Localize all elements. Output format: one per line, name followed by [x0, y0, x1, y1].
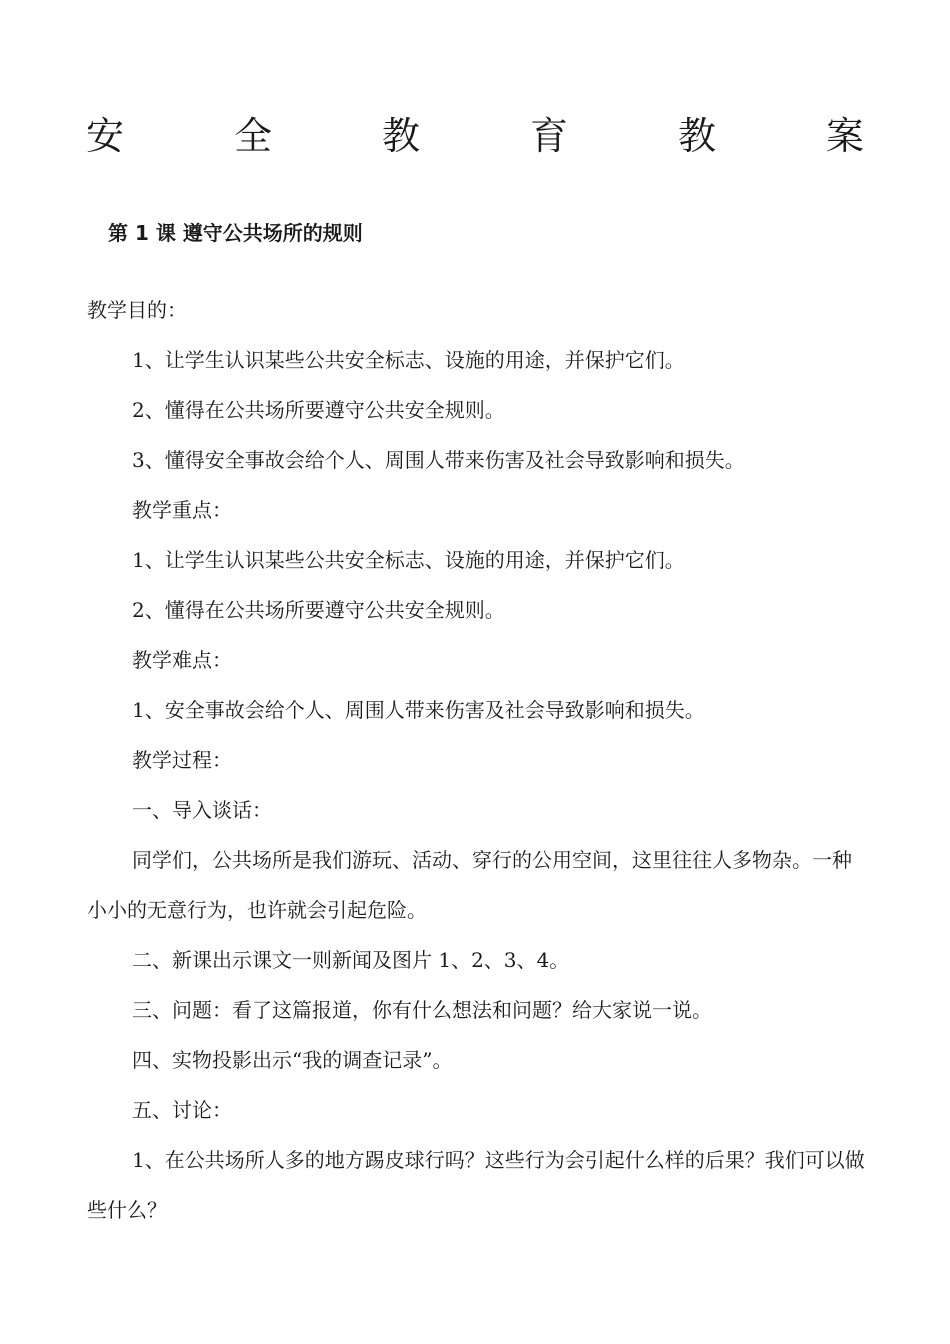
- paragraph: 3、懂得安全事故会给个人、周围人带来伤害及社会导致影响和损失。: [132, 448, 745, 472]
- paragraph: 同学们，公共场所是我们游玩、活动、穿行的公用空间，这里往往人多物杂。一种小小的无意行为，也许就会引起危险。: [87, 848, 852, 922]
- paragraph: 一、导入谈话：: [132, 798, 272, 822]
- paragraph: 1、安全事故会给个人、周围人带来伤害及社会导致影响和损失。: [132, 698, 705, 722]
- paragraph: 1、让学生认识某些公共安全标志、设施的用途，并保护它们。: [132, 348, 685, 372]
- paragraph: 2、懂得在公共场所要遵守公共安全规则。: [132, 598, 505, 622]
- title-char: 育: [529, 114, 568, 158]
- lesson-heading: 第 1 课 遵守公共场所的规则: [108, 221, 363, 245]
- section-label: 教学过程：: [132, 748, 232, 772]
- title-char: 案: [825, 114, 864, 158]
- paragraph: 1、让学生认识某些公共安全标志、设施的用途，并保护它们。: [132, 548, 685, 572]
- paragraph: 四、实物投影出示“我的调查记录”。: [132, 1048, 453, 1072]
- paragraph: 1、在公共场所人多的地方踢皮球行吗？这些行为会引起什么样的后果？我们可以做些什么？: [87, 1148, 865, 1222]
- paragraph: 二、新课出示课文一则新闻及图片 1、2、3、4。: [132, 948, 570, 972]
- title-char: 教: [677, 114, 716, 158]
- section-label: 教学目的：: [87, 298, 187, 322]
- paragraph: 三、问题：看了这篇报道，你有什么想法和问题？给大家说一说。: [132, 998, 712, 1022]
- section-label: 教学难点：: [132, 648, 232, 672]
- title-char: 安: [86, 114, 125, 158]
- paragraph: 2、懂得在公共场所要遵守公共安全规则。: [132, 398, 505, 422]
- document-body: [87, 285, 867, 1235]
- section-label: 教学重点：: [132, 498, 232, 522]
- document-title: [86, 112, 864, 160]
- title-char: 全: [233, 114, 272, 158]
- section-label: 五、讨论：: [132, 1098, 232, 1122]
- title-char: 教: [381, 114, 420, 158]
